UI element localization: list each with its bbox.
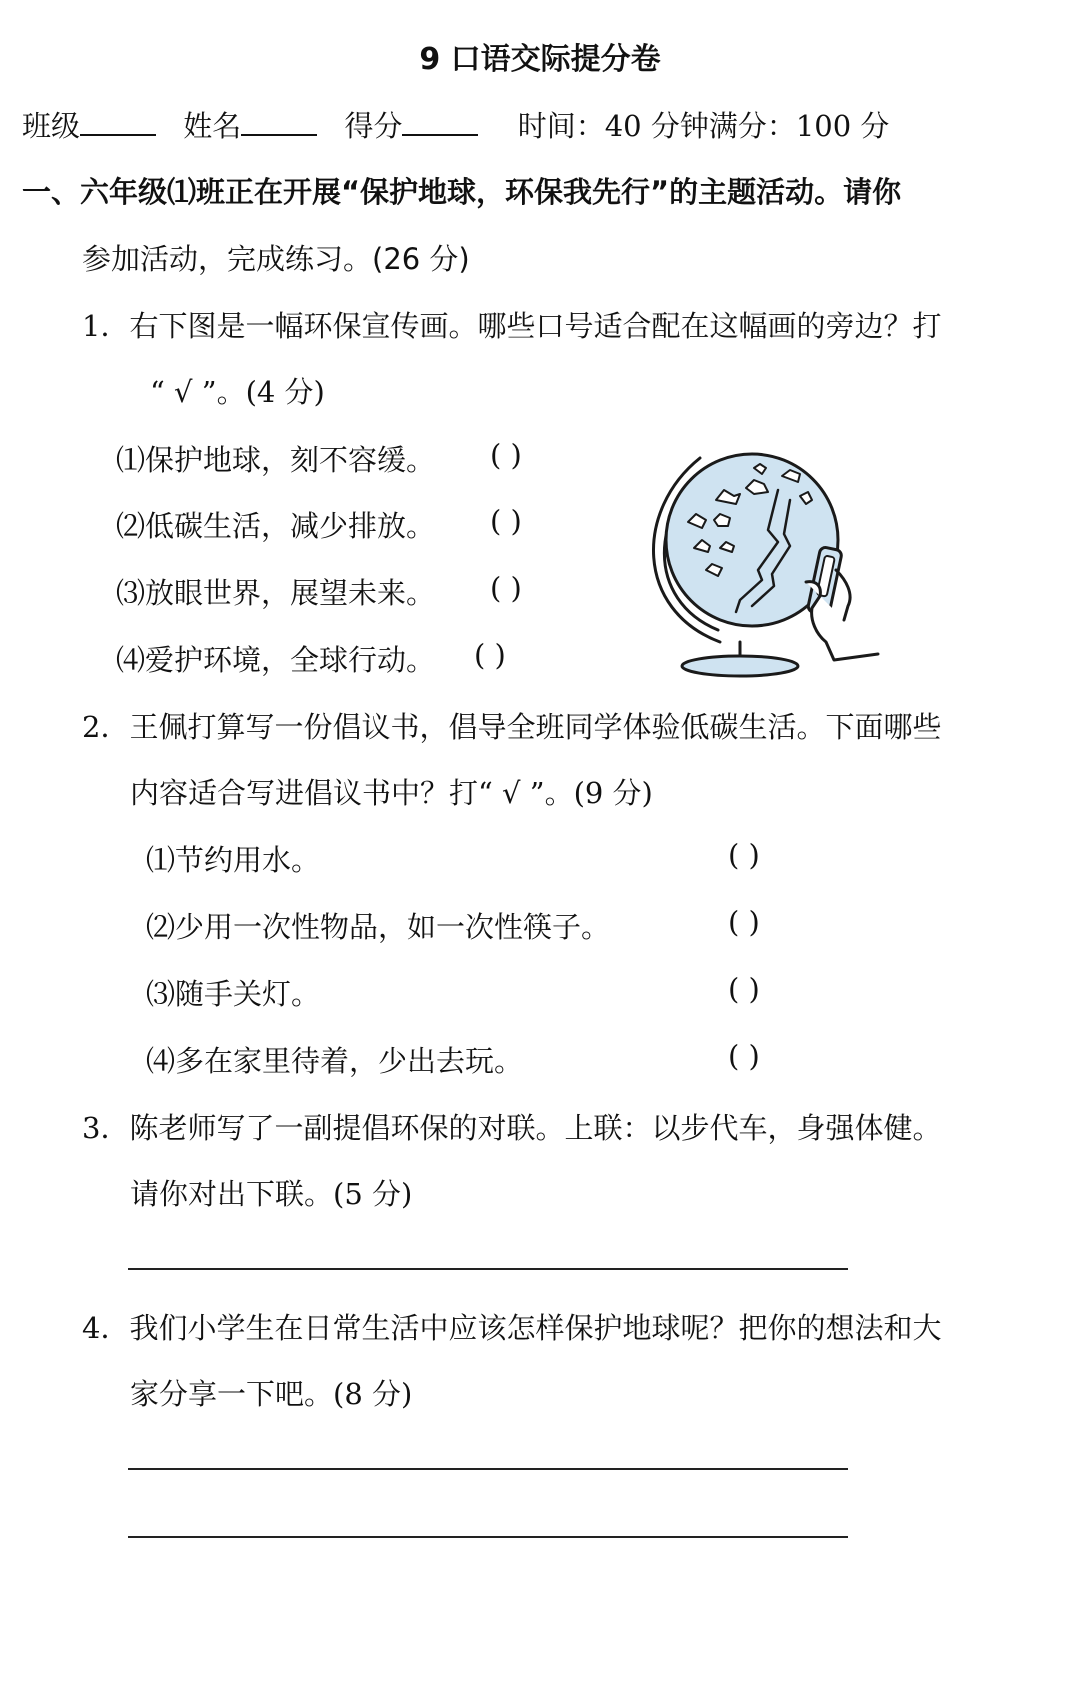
q4-line1: 4．我们小学生在日常生活中应该怎样保护地球呢？把你的想法和大 — [82, 1311, 942, 1345]
name-blank[interactable] — [241, 106, 317, 136]
header-info — [22, 104, 889, 145]
q2-option-4: ⑷多在家里待着，少出去玩。 — [146, 1044, 524, 1078]
q2-answer-4[interactable]: ( ) — [728, 1039, 760, 1073]
q1-option-3: ⑶放眼世界，展望未来。 — [116, 576, 436, 610]
q2-answer-2[interactable]: ( ) — [728, 905, 760, 939]
time-info: 时间：40 分钟满分：100 分 — [517, 109, 890, 143]
q2-answer-3[interactable]: ( ) — [728, 972, 760, 1006]
globe-with-hand-icon — [640, 430, 880, 680]
q3-answer-line[interactable] — [128, 1268, 848, 1270]
q4-line2: 家分享一下吧。(8 分) — [130, 1377, 413, 1411]
q1-line2: “ √ ”。(4 分) — [150, 375, 325, 409]
q3-line2: 请你对出下联。(5 分) — [130, 1177, 413, 1211]
score-label: 得分 — [344, 109, 403, 143]
q1-answer-3[interactable]: ( ) — [490, 571, 522, 605]
q2-option-1: ⑴节约用水。 — [146, 843, 321, 877]
q2-line1: 2．王佩打算写一份倡议书，倡导全班同学体验低碳生活。下面哪些 — [82, 710, 942, 744]
class-blank[interactable] — [80, 106, 156, 136]
section1-line1: 一、六年级⑴班正在开展“保护地球，环保我先行”的主题活动。请你 — [22, 175, 902, 209]
q2-option-3: ⑶随手关灯。 — [146, 977, 321, 1011]
q2-option-2: ⑵少用一次性物品，如一次性筷子。 — [146, 910, 611, 944]
q1-answer-4[interactable]: ( ) — [474, 638, 506, 672]
q1-answer-2[interactable]: ( ) — [490, 504, 522, 538]
q1-option-1: ⑴保护地球，刻不容缓。 — [116, 443, 436, 477]
q2-line2: 内容适合写进倡议书中？打“ √ ”。(9 分) — [130, 776, 653, 810]
score-blank[interactable] — [402, 106, 478, 136]
q1-line1: 1．右下图是一幅环保宣传画。哪些口号适合配在这幅画的旁边？打 — [82, 309, 942, 343]
name-label: 姓名 — [183, 109, 242, 143]
section1-line2: 参加活动，完成练习。(26 分) — [82, 242, 470, 276]
q1-answer-1[interactable]: ( ) — [490, 438, 522, 472]
q1-option-2: ⑵低碳生活，减少排放。 — [116, 509, 436, 543]
class-label: 班级 — [22, 109, 81, 143]
q2-answer-1[interactable]: ( ) — [728, 838, 760, 872]
q3-line1: 3．陈老师写了一副提倡环保的对联。上联：以步代车，身强体健。 — [82, 1111, 942, 1145]
q1-option-4: ⑷爱护环境，全球行动。 — [116, 643, 436, 677]
page-title: 9 口语交际提分卷 — [419, 42, 661, 77]
q4-answer-line-2[interactable] — [128, 1536, 848, 1538]
q4-answer-line-1[interactable] — [128, 1468, 848, 1470]
